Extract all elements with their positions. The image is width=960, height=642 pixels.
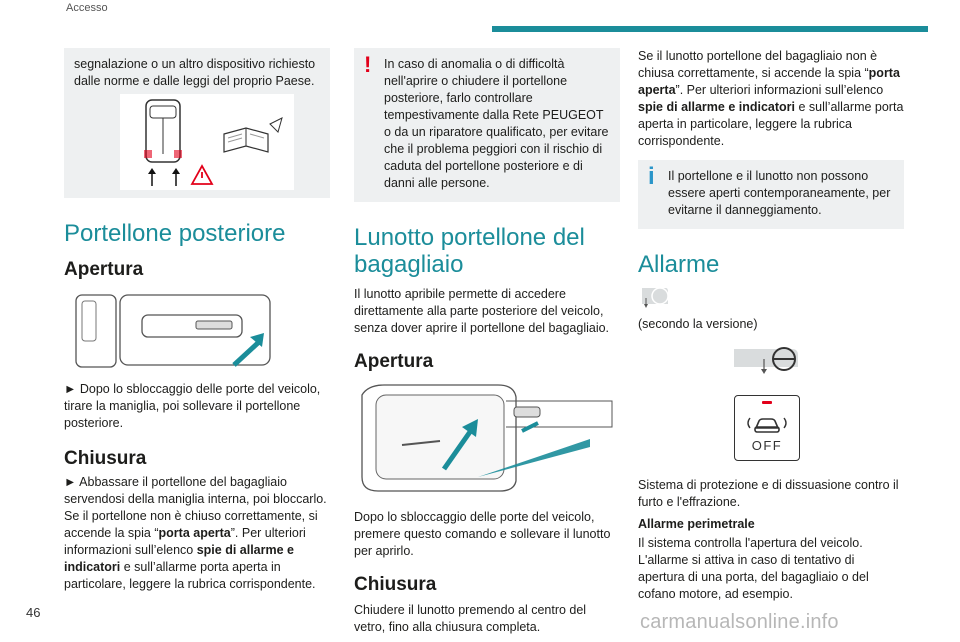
chiusura-text-2d: spie di allarme e indicatori <box>64 543 294 574</box>
section-title-allarme: Allarme <box>638 251 720 278</box>
column-3 <box>638 48 904 609</box>
steering-wheel-icon <box>734 345 814 377</box>
perimetrale-title: Allarme perimetrale <box>638 517 755 531</box>
section-title-portellone: Portellone posteriore <box>64 220 286 247</box>
porta-aperta-text-c: ”. Per ulteriori informazioni sull’elenco <box>675 83 884 97</box>
tailgate-illustration <box>64 291 272 369</box>
column-2 <box>354 48 620 642</box>
allarme-description: Sistema di protezione e di dissuasione contro il furto e l'effrazione. <box>638 478 899 509</box>
chiusura-text-2c: ”. Per ulteriori informazioni sull’elenco <box>64 526 306 557</box>
warning-text: In caso di anomalia o di difficoltà nell'aprire o chiudere il portellone posteriore, farlo controllare tempestivamente dalla Rete PEUGEOT o da un riparatore qualificato, per evitare che il problema peggiori con il rischio di caduta del portellone posteriore e di danni alle persone. <box>384 57 609 190</box>
chiusura-title-2: Chiusura <box>354 574 437 595</box>
chiusura-title: Chiusura <box>64 448 147 469</box>
section-title-lunotto: Lunotto portellone del bagagliaio <box>354 224 585 278</box>
info-text: Il portellone e il lunotto non possono essere aperti contemporaneamente, per evitarne il danneggiamento. <box>668 169 891 217</box>
chiusura-text-2 <box>64 508 330 593</box>
off-label: OFF <box>751 438 783 453</box>
apertura-text-2: Dopo lo sbloccaggio delle porte del veicolo, premere questo comando e sollevare il lunotto per aprirlo. <box>354 510 611 558</box>
porta-aperta-text-a: Se il lunotto portellone del bagagliaio non è chiusa correttamente, si accende la spia “ <box>638 49 878 80</box>
porta-aperta-text-e: e sull’allarme porta aperta in particolare, leggere la rubrica corrispondente. <box>638 100 904 148</box>
apertura-title-2: Apertura <box>354 351 434 372</box>
version-note: (secondo la versione) <box>638 317 758 331</box>
porta-aperta-text-b: porta aperta <box>638 66 900 97</box>
manual-book-icon <box>224 118 282 152</box>
info-icon: i <box>648 163 655 190</box>
chiusura-text-2b: porta aperta <box>158 526 231 540</box>
car-alarm-icon <box>742 412 792 434</box>
note-text: segnalazione o un altro dispositivo richiesto dalle norme e dalle leggi del proprio Paese. <box>74 57 316 88</box>
chiusura-text-lunotto: Chiudere il lunotto premendo al centro del vetro, fino alla chiusura completa. <box>354 603 587 634</box>
steering-wheel-icon <box>638 284 678 312</box>
porta-aperta-text-d: spie di allarme e indicatori <box>638 100 796 114</box>
van-top-view-illustration <box>120 94 294 190</box>
lunotto-intro: Il lunotto apribile permette di accedere direttamente alla parte posteriore del veicolo, senza dover aprire il portellone del bagagliaio. <box>354 287 610 335</box>
rear-window-button-illustration <box>354 381 616 499</box>
alarm-off-button-icon <box>734 395 800 461</box>
warning-icon: ! <box>364 52 372 77</box>
tailgate-handle-illustration <box>64 291 272 369</box>
chiusura-text-2e: e sull’allarme porta aperta in particolare, leggere la rubrica corrispondente. <box>64 560 316 591</box>
watermark: carmanualsonline.info <box>640 611 839 633</box>
column-1 <box>64 48 330 599</box>
van-illustration <box>120 94 294 190</box>
page-number: 46 <box>26 605 41 620</box>
apertura-title: Apertura <box>64 259 144 280</box>
perimetrale-text: Il sistema controlla l'apertura del veicolo. L'allarme si attiva in caso di tentativo di apertura di una porta, del bagagliaio o del cofano motore, ad esempio. <box>638 536 869 601</box>
section-header: Accesso <box>66 2 108 14</box>
note-box <box>64 48 330 198</box>
warning-box <box>354 48 620 202</box>
header-accent-bar <box>492 26 928 32</box>
alarm-indicator-led <box>762 401 772 404</box>
porta-aperta-text <box>638 48 904 150</box>
info-box <box>638 160 904 229</box>
apertura-text: ► Dopo lo sbloccaggio delle porte del veicolo, tirare la maniglia, poi sollevare il portellone posteriore. <box>64 382 321 430</box>
chiusura-text-1: ► Abbassare il portellone del bagagliaio servendosi della maniglia interna, poi bloccarlo. <box>64 475 327 506</box>
rear-window-illustration <box>354 381 616 499</box>
chiusura-text-2a: Se il portellone non è chiuso correttamente, si accende la spia “ <box>64 509 318 540</box>
